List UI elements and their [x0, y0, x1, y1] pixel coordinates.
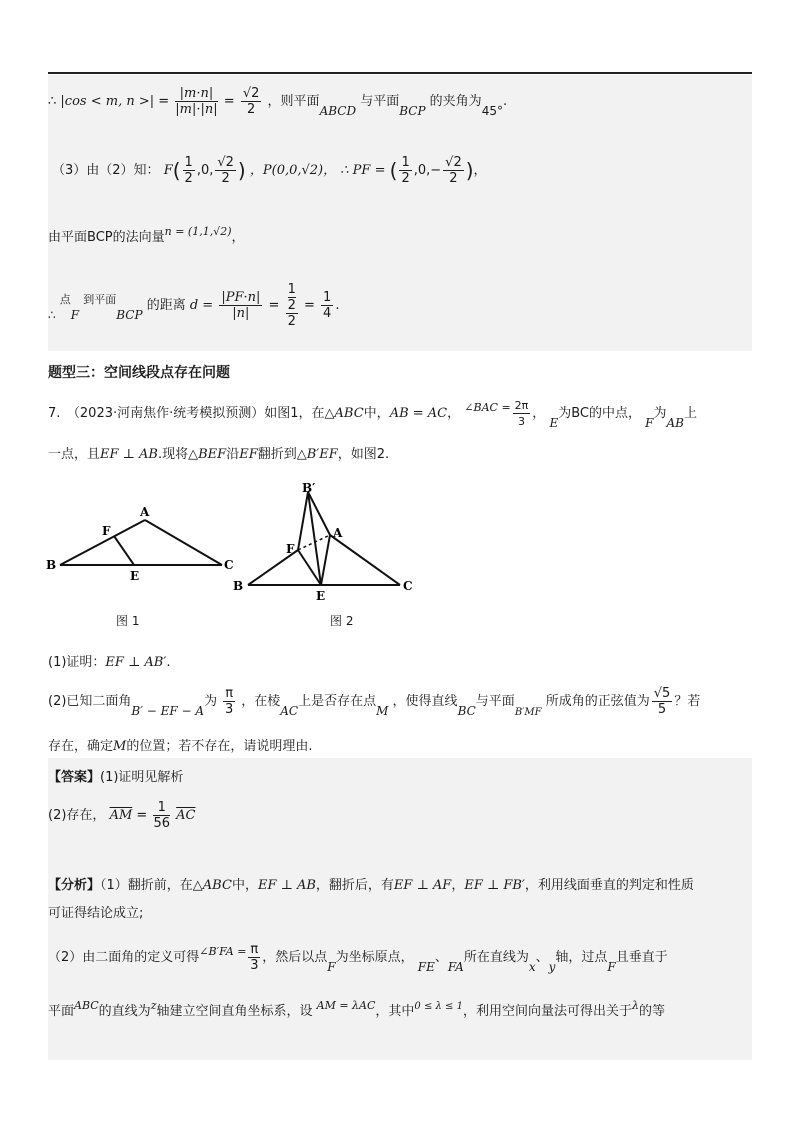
part-1: (1)证明：EF ⊥ AB′.	[48, 655, 171, 670]
answer-line-1: 【答案】(1)证明见解析	[48, 770, 184, 785]
analysis-line-4: 平面$^{ABC}$的直线为$^z$轴建立空间直角坐标系，设 $^{AM = \lambda AC}$，其中$^{0 \le \lambda \le 1}$，利用空间向量法可得出关于$^\lambda$的等	[48, 999, 665, 1019]
fig1-label-f: F	[102, 524, 111, 538]
fig2-label-b: B	[233, 579, 244, 593]
figure-1-caption: 图 1	[116, 614, 140, 628]
fig2-edge-ac	[330, 535, 400, 585]
fig2-label-c: C	[403, 579, 413, 593]
fig1-label-b: B	[46, 558, 57, 572]
fig2-edge-ae	[321, 535, 330, 585]
solution-line-1: ∴ |cos < m, n >| = $\frac{|m\cdot n|}{|m|\cdot|n|}$ = $\frac{√2}{2}$ ，则平面ABCD 与平面BCP 的夹角为45°.	[48, 86, 508, 118]
analysis-line-2: 可证得结论成立;	[48, 906, 144, 921]
part-2: (2)已知二面角B′ − EF − A为 $\frac{\pi}{3}$ ，在棱AC上是否存在点M ，使得直线BC与平面$_{B'MF}$ 所成角的正弦值为 $\frac{√5}{5}$ ？若	[48, 686, 701, 718]
figure-1	[42, 505, 242, 585]
part-2-continued: 存在，确定M的位置；若不存在，请说明理由.	[48, 739, 313, 754]
fig1-edge-ac	[145, 520, 222, 565]
fig1-label-a: A	[140, 505, 150, 519]
problem-line-1: 7. （2023·河南焦作·统考模拟预测）如图1，在△ABC中，AB = AC， $^{\angle BAC =}$ $\frac{2\pi}{3}$ ， E为BC的中点， F为AB上	[48, 399, 697, 430]
fig2-label-f: F	[286, 542, 295, 556]
solution-line-2: （3）由（2）知： F( $\frac{1}{2}$ ,0, $\frac{√2}{2}$ ) ，P(0,0,√2)， ∴ PF = ( $\frac{1}{2}$ ,0,− $\frac{√2}{2}$ )，	[52, 155, 487, 186]
analysis-line-3: （2）由二面角的定义可得$^{\angle B'FA =}$ $\frac{\pi}{3}$ ，然后以点F为坐标原点， FE、FA所在直线为x、y轴，过点F且垂直于	[48, 942, 668, 974]
solution-line-3: 由平面BCP的法向量$^{n = (1,1,√2)}$，	[48, 225, 245, 245]
fig1-label-c: C	[224, 558, 234, 572]
fig1-label-e: E	[130, 569, 140, 583]
fig2-label-e: E	[316, 589, 326, 603]
analysis-line-1: 【分析】（1）翻折前，在△ABC中，EF ⊥ AB，翻折后，有EF ⊥ AF，EF ⊥ FB′，利用线面垂直的判定和性质	[48, 878, 694, 893]
figure-2-caption: 图 2	[330, 614, 354, 628]
fig1-edge-fe	[114, 536, 134, 565]
problem-line-2: 一点，且EF ⊥ AB.现将△BEF沿EF翻折到△B′EF，如图2.	[48, 447, 390, 462]
fig2-edge-bpf	[298, 492, 308, 550]
section-title: 题型三：空间线段点存在问题	[48, 365, 230, 381]
fig2-label-bp: B′	[302, 481, 316, 495]
fig2-label-a: A	[333, 526, 343, 540]
answer-line-2: (2)存在， $\overline{AM}$ = $\frac{1}{56}$ $\overline{AC}$	[48, 800, 196, 831]
top-rule	[48, 72, 752, 74]
solution-line-4: ∴ $^点$F $^{到平面}$BCP 的距离 d = $\frac{|PF\cdot n|}{|n|}$ = 1 2 2 = $\frac{1}{4}$ .	[48, 282, 340, 329]
figure-2	[228, 480, 428, 605]
